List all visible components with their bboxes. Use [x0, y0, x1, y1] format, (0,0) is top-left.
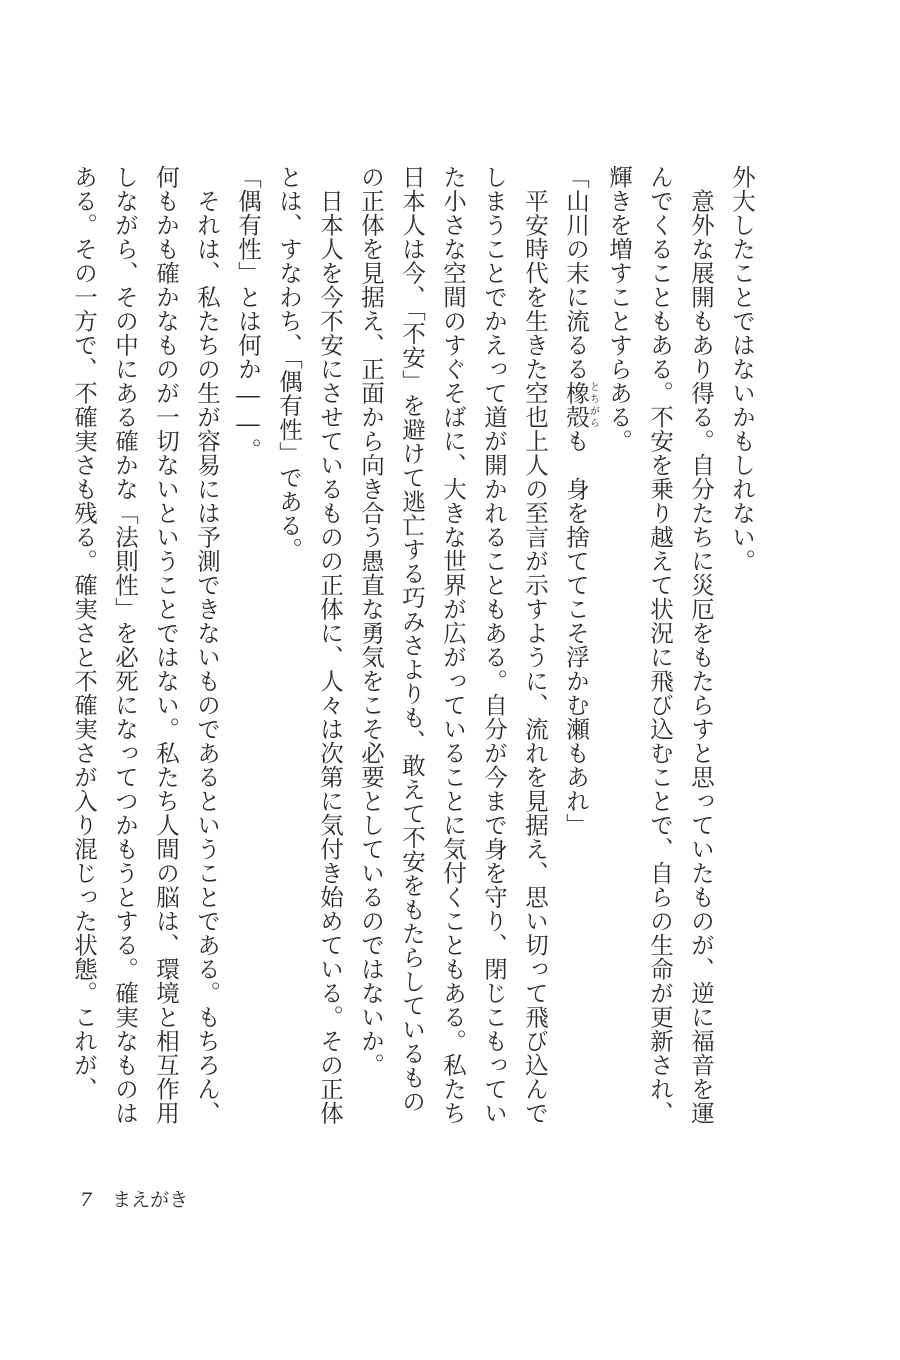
text-line: 「偶有性」とは何か――。	[234, 165, 262, 462]
text-line: た小さな空間のすぐそばに、大きな世界が広がっていることに気付くこともある。私たち	[439, 165, 467, 1125]
text-line: とは、すなわち、「偶有性」である。	[275, 165, 303, 562]
text-line: 日本人は今、「不安」を避けて逃亡する巧みさよりも、敢えて不安をもたらしているもの	[398, 165, 426, 1114]
page-number: 7	[80, 1189, 93, 1211]
text-line: それは、私たちの生が容易には予測できないものであるということである。もちろん、	[193, 165, 221, 1125]
ruby-word: 橡殻とちがら	[562, 381, 599, 429]
body-text	[72, 165, 762, 1155]
text-line: の正体を見据え、正面から向き合う愚直な勇気をこそ必要としているのではないか。	[357, 165, 385, 1077]
text-line: ある。その一方で、不確実さも残る。確実さと不確実さが入り混じった状態。これが、	[70, 165, 98, 1101]
text-line: 日本人を今不安にさせているものの正体に、人々は次第に気付き始めている。その正体	[316, 165, 344, 1125]
text-line: 意外な展開もあり得る。自分たちに災厄をもたらすと思っていたものが、逆に福音を運	[687, 165, 715, 1125]
text-line: 平安時代を生きた空也上人の至言が示すように、流れを見据え、思い切って飛び込んで	[521, 165, 549, 1125]
text-line: 「山川の末に流るる橡殻とちがらも 身を捨ててこそ浮かむ瀬もあれ」	[562, 165, 599, 837]
section-title: まえがき	[112, 1189, 189, 1211]
text-line: しながら、その中にある確かな「法則性」を必死になってつかもうとする。確実なものは	[111, 165, 139, 1125]
text-line: 輝きを増すことすらある。	[605, 165, 633, 453]
text-line: しまうことでかえって道が開かれることもある。自分が今まで身を守り、閉じこもってい	[480, 165, 508, 1125]
text-line: 外大したことではないかもしれない。	[728, 165, 756, 573]
text-line: 何もかも確かなものが一切ないということではない。私たち人間の脳は、環境と相互作用	[152, 165, 180, 1125]
ruby-annotation: とちがら	[587, 381, 599, 429]
text-line: んでくることもある。不安を乗り越えて状況に飛び込むことで、自らの生命が更新され、	[646, 165, 674, 1125]
running-footer	[80, 1185, 188, 1212]
